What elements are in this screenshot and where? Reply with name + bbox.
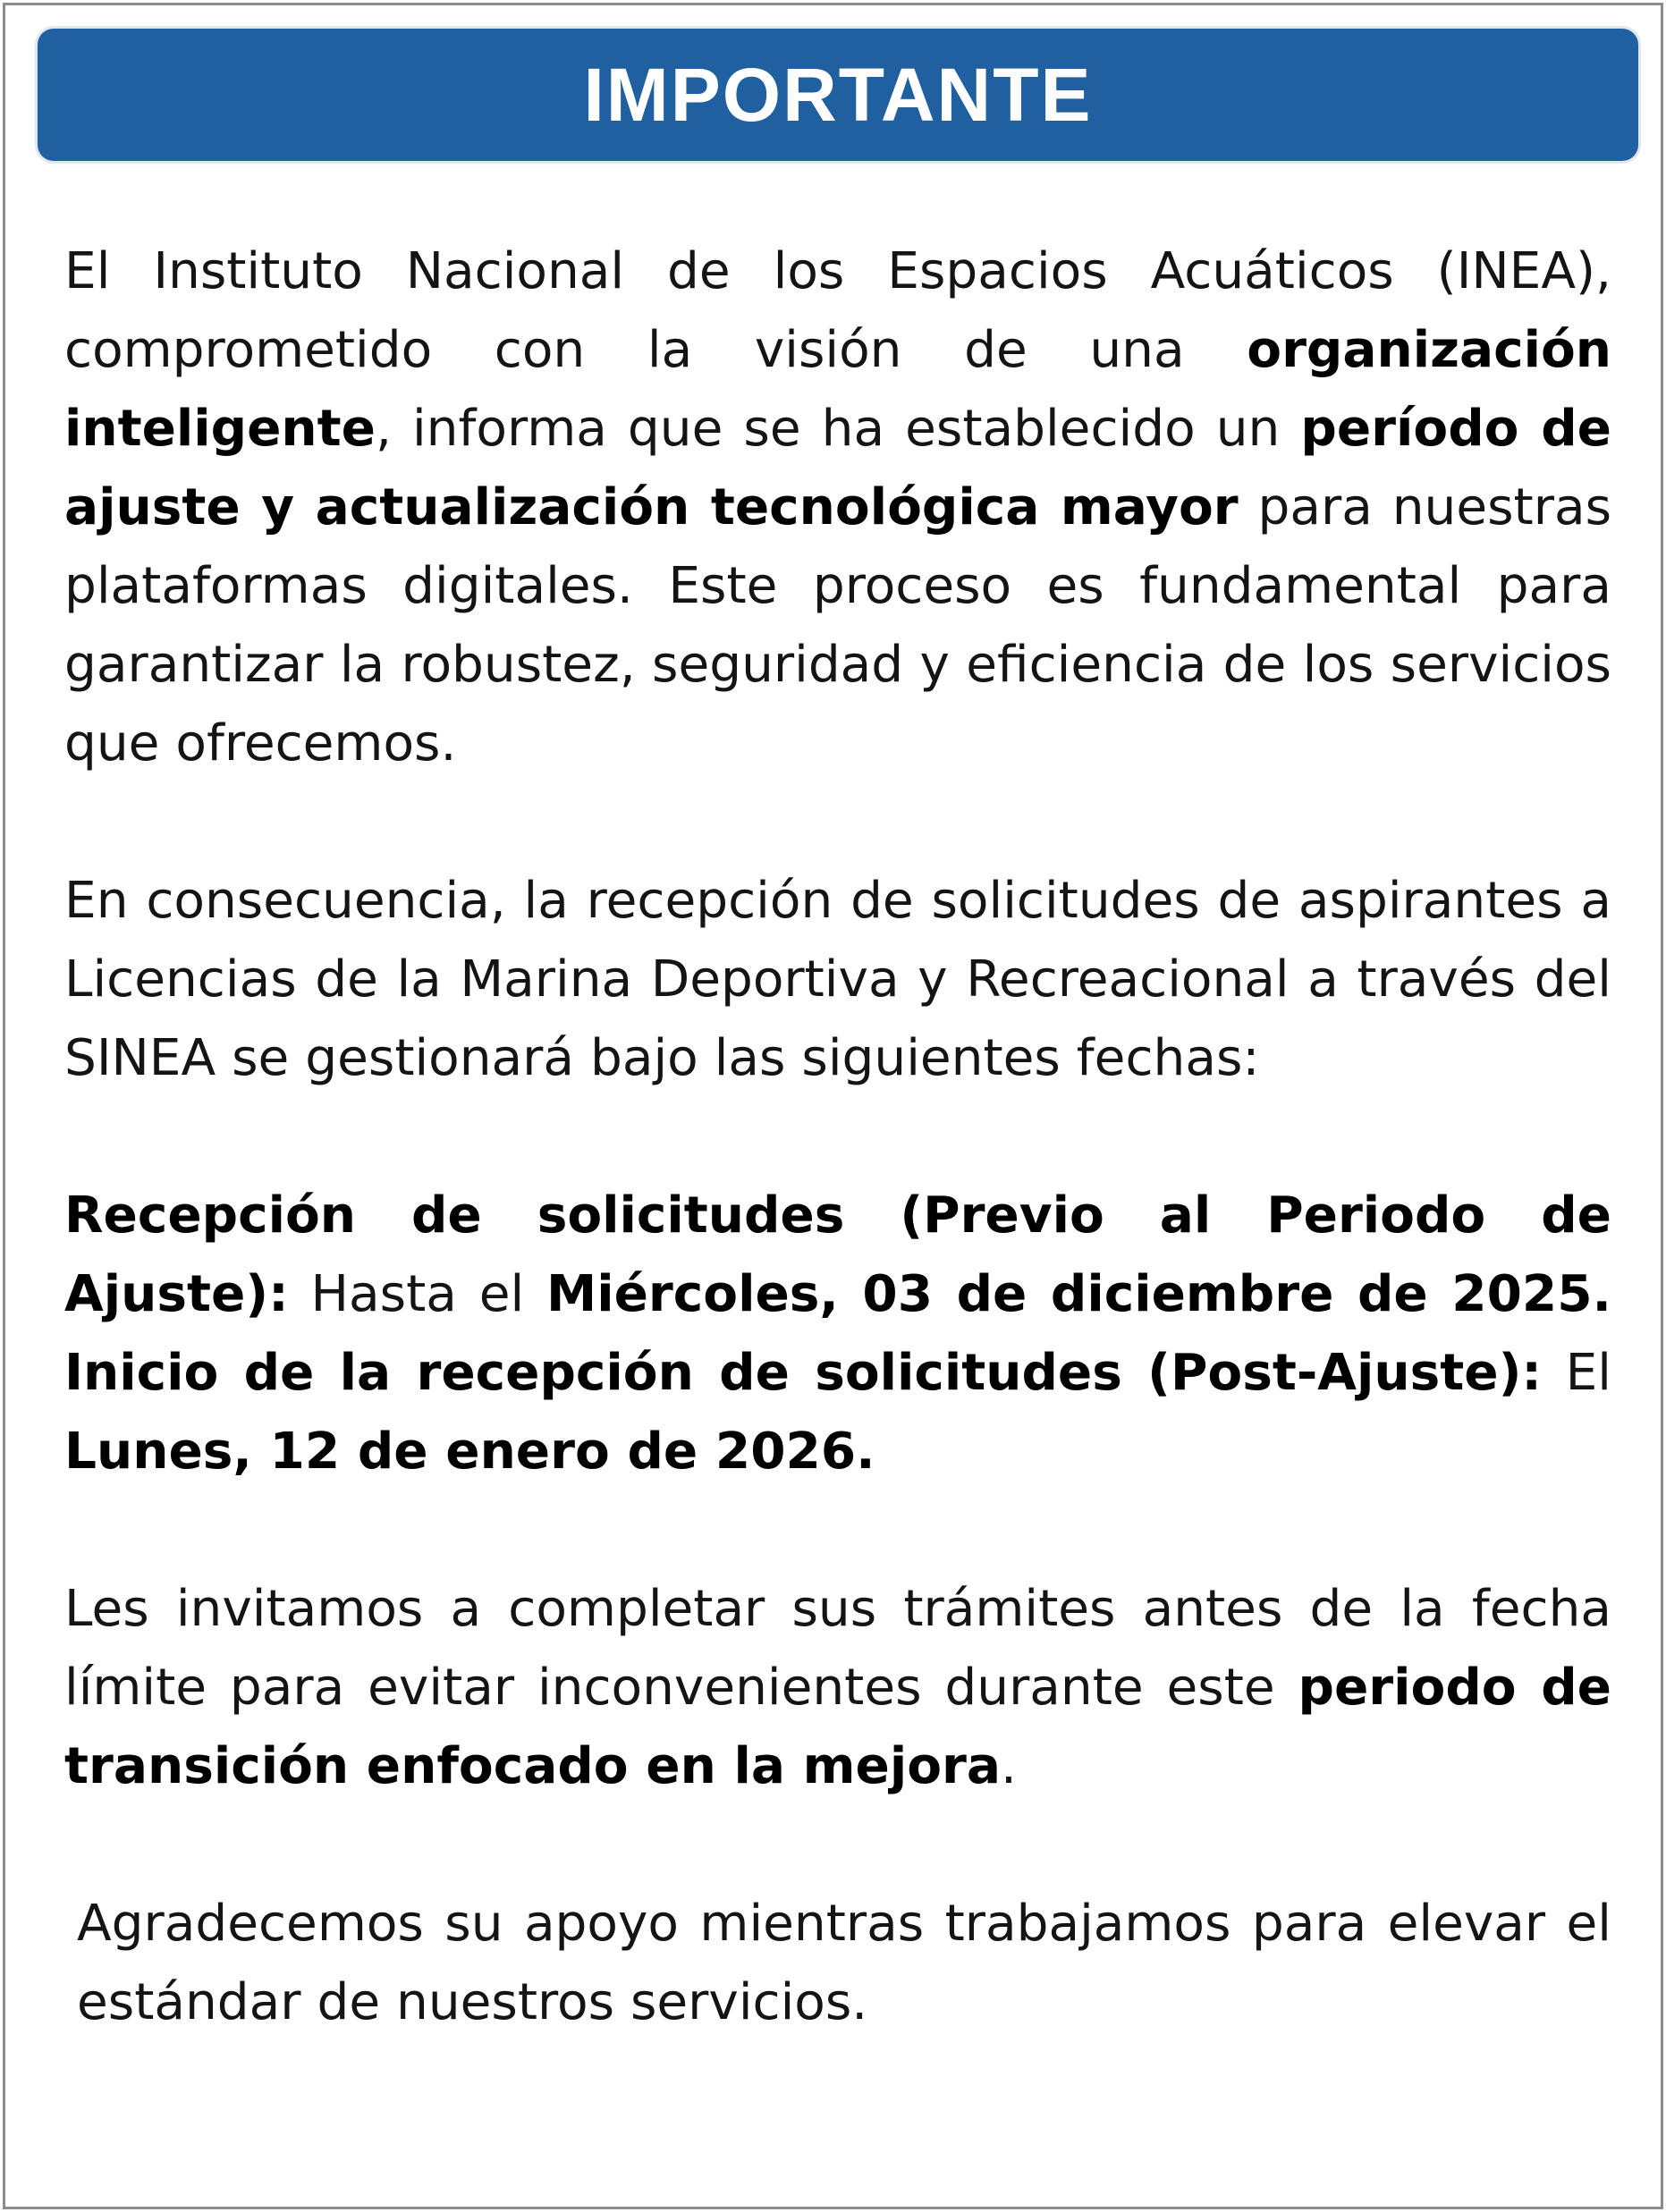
page-title: IMPORTANTE [583,53,1093,137]
invitation-text-2: . [1001,1737,1017,1795]
paragraph-intro [64,232,1611,783]
paragraph-invitation [64,1570,1611,1806]
header-banner [38,29,1638,161]
invitation-bold: periodo de transición enfocado en la mejora [64,1659,1611,1795]
date-2-label: Inicio de la recepción de solicitudes (Post-Ajuste): [64,1344,1542,1402]
thanks-text: Agradecemos su apoyo mientras trabajamos para elevar el estándar de nuestros servicios. [77,1895,1611,2031]
intro-text-2: , informa que se ha establecido un [375,400,1301,458]
intro-text-1: El Instituto Nacional de los Espacios Acuáticos (INEA), comprometido con la visión de una [64,242,1611,379]
intro-text-3: para nuestras plataformas digitales. Este proceso es fundamental para garantizar la robustez, seguridad y eficiencia de los servicios que ofrecemos. [64,478,1611,773]
date-1-value: Miércoles, 03 de diciembre de 2025. [546,1265,1611,1323]
notice-frame [3,3,1663,2209]
consequence-text: En consecuencia, la recepción de solicitudes de aspirantes a Licencias de la Marina Deportiva y Recreacional a través del SINEA se gestionará bajo las siguientes fechas: [64,872,1611,1087]
invitation-text-1: Les invitamos a completar sus trámites antes de la fecha límite para evitar inconvenientes durante este [64,1580,1611,1717]
intro-bold-1: organización inteligente [64,321,1611,458]
date-2-prefix: El [1542,1344,1611,1402]
paragraph-consequence [64,862,1611,1098]
paragraph-thanks [64,1885,1611,2042]
intro-bold-2: período de ajuste y actualización tecnológica mayor [64,400,1611,536]
date-2-value: Lunes, 12 de enero de 2026. [64,1423,875,1481]
paragraph-dates [64,1177,1611,1491]
notice-body [64,232,1611,2121]
date-1-label: Recepción de solicitudes (Previo al Periodo de Ajuste): [64,1186,1611,1323]
date-1-prefix: Hasta el [288,1265,547,1323]
